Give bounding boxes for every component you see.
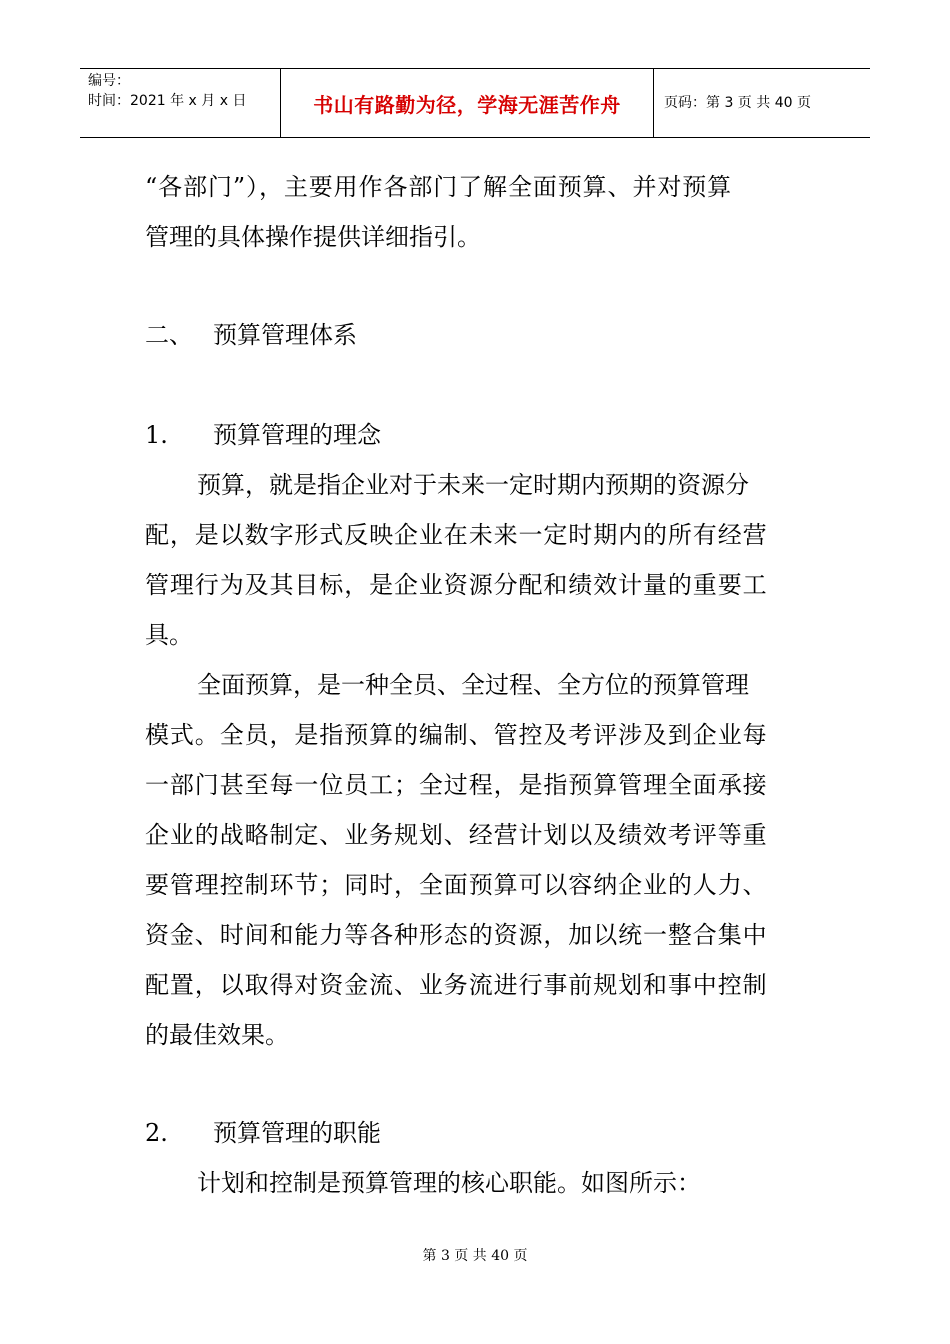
header-motto-cell xyxy=(281,69,654,137)
header-motto: 书山有路勤为径，学海无涯苦作舟 xyxy=(313,92,621,117)
subsection-title: 预算管理的理念 xyxy=(213,421,381,449)
paragraph-line: 模式。全员，是指预算的编制、管控及考评涉及到企业每 xyxy=(145,721,768,749)
doc-date-label: 时间：2021 年 x 月 x 日 xyxy=(88,93,247,109)
subsection-heading xyxy=(145,1118,381,1148)
paragraph-line: 配置，以取得对资金流、业务流进行事前规划和事中控制 xyxy=(145,971,768,999)
header-page-cell xyxy=(654,69,870,137)
paragraph-line: 的最佳效果。 xyxy=(145,1021,289,1049)
paragraph-line: 管理的具体操作提供详细指引。 xyxy=(145,223,481,251)
paragraph-line: 具。 xyxy=(145,621,193,649)
page-header xyxy=(80,68,870,138)
page-footer: 第 3 页 共 40 页 xyxy=(422,1248,528,1264)
subsection-number: 2. xyxy=(145,1119,168,1147)
paragraph-line: 全面预算，是一种全员、全过程、全方位的预算管理 xyxy=(197,671,749,699)
paragraph-line: 企业的战略制定、业务规划、经营计划以及绩效考评等重 xyxy=(145,821,768,849)
paragraph-line: 要管理控制环节；同时，全面预算可以容纳企业的人力、 xyxy=(145,871,768,899)
header-page-info: 页码：第 3 页 共 40 页 xyxy=(664,95,811,111)
section-number: 二、 xyxy=(145,321,193,349)
paragraph-line: 一部门甚至每一位员工；全过程，是指预算管理全面承接 xyxy=(145,771,768,799)
subsection-number: 1. xyxy=(145,421,168,449)
paragraph-line: 计划和控制是预算管理的核心职能。如图所示： xyxy=(197,1169,701,1197)
subsection-title: 预算管理的职能 xyxy=(213,1119,381,1147)
doc-number-label: 编号： xyxy=(88,73,130,89)
paragraph-line: “各部门”），主要用作各部门了解全面预算、并对预算 xyxy=(145,173,733,201)
header-meta-cell xyxy=(80,69,281,137)
subsection-heading xyxy=(145,420,381,450)
paragraph-line: 配，是以数字形式反映企业在未来一定时期内的所有经营 xyxy=(145,521,768,549)
paragraph-line: 资金、时间和能力等各种形态的资源，加以统一整合集中 xyxy=(145,921,768,949)
paragraph-line: 预算，就是指企业对于未来一定时期内预期的资源分 xyxy=(197,471,749,499)
section-title: 预算管理体系 xyxy=(213,321,357,349)
section-heading xyxy=(145,320,357,350)
paragraph-line: 管理行为及其目标，是企业资源分配和绩效计量的重要工 xyxy=(145,571,768,599)
